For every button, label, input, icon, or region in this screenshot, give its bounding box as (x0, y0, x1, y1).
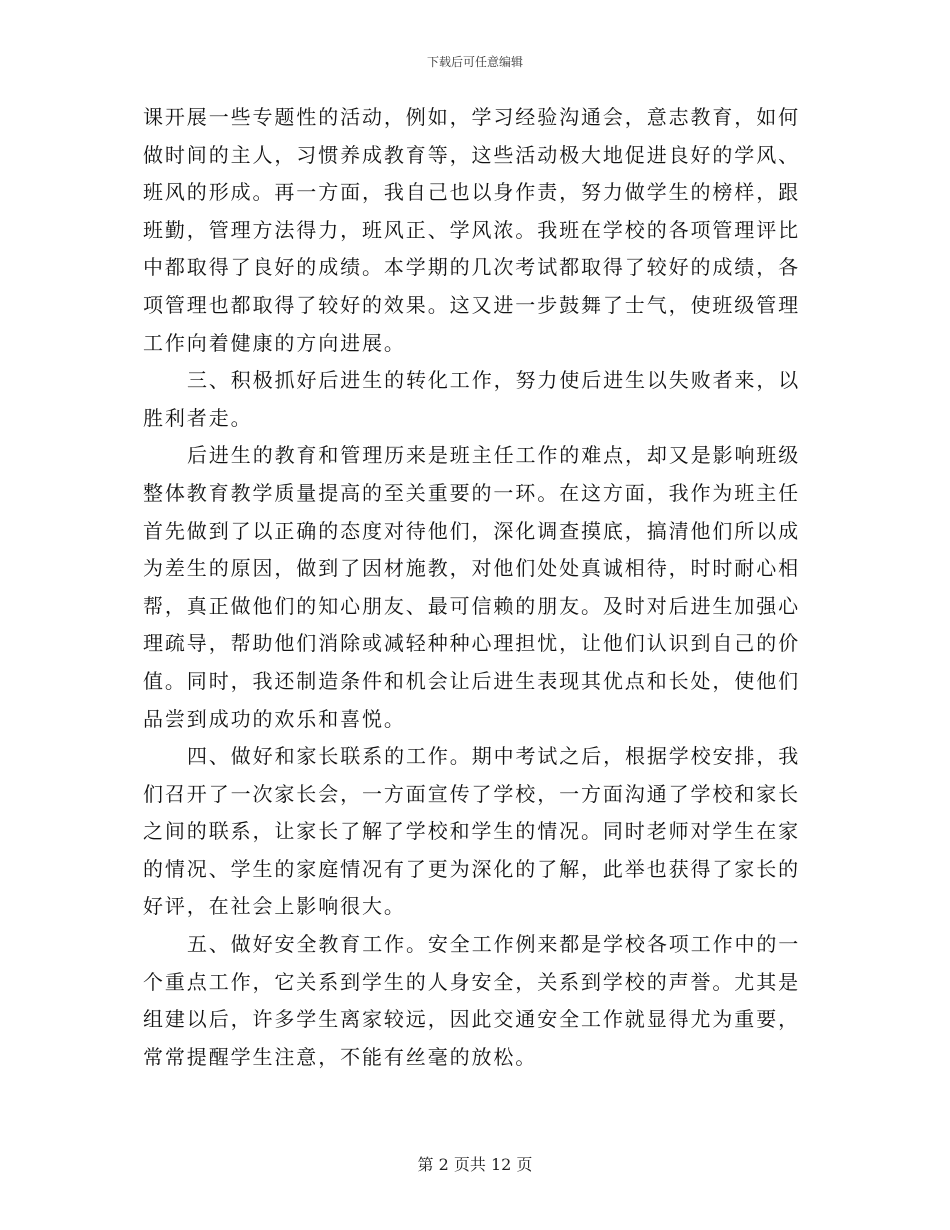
text-line: 的情况、学生的家庭情况有了更为深化的了解，此举也获得了家长的 (143, 856, 800, 881)
text-line: 首先做到了以正确的态度对待他们，深化调查摸底，搞清他们所以成 (143, 518, 800, 543)
text-line: 们召开了一次家长会，一方面宣传了学校，一方面沟通了学校和家长 (143, 781, 800, 806)
text-line: 整体教育教学质量提高的至关重要的一环。在这方面，我作为班主任 (143, 480, 800, 505)
section-heading-line: 四、做好和家长联系的工作。期中考试之后，根据学校安排，我 (187, 744, 801, 769)
text-line: 中都取得了良好的成绩。本学期的几次考试都取得了较好的成绩，各 (143, 255, 800, 280)
text-line: 做时间的主人，习惯养成教育等，这些活动极大地促进良好的学风、 (143, 142, 800, 167)
text-line: 工作向着健康的方向进展。 (143, 330, 406, 355)
text-line: 值。同时，我还制造条件和机会让后进生表现其优点和长处，使他们 (143, 668, 800, 693)
text-line: 常常提醒学生注意，不能有丝毫的放松。 (143, 1044, 538, 1069)
section-heading-line: 三、积极抓好后进生的转化工作，努力使后进生以失败者来，以 (187, 368, 801, 393)
text-line: 个重点工作，它关系到学生的人身安全，关系到学校的声誉。尤其是 (143, 969, 800, 994)
page-number-footer: 第 2 页共 12 页 (417, 1155, 533, 1174)
text-line: 之间的联系，让家长了解了学校和学生的情况。同时老师对学生在家 (143, 819, 800, 844)
section-heading-line: 五、做好安全教育工作。安全工作例来都是学校各项工作中的一 (187, 932, 801, 957)
text-line: 项管理也都取得了较好的效果。这又进一步鼓舞了士气，使班级管理 (143, 292, 800, 317)
text-line: 胜利者走。 (143, 405, 253, 430)
text-line: 好评，在社会上影响很大。 (143, 894, 406, 919)
page-header: 下载后可任意编辑 (426, 55, 523, 69)
text-line: 课开展一些专题性的活动，例如，学习经验沟通会，意志教育，如何 (143, 105, 800, 129)
text-line: 班风的形成。再一方面，我自己也以身作责，努力做学生的榜样，跟 (143, 180, 800, 205)
text-line: 帮，真正做他们的知心朋友、最可信赖的朋友。及时对后进生加强心 (143, 593, 800, 618)
document-body (143, 99, 805, 1076)
text-line: 组建以后，许多学生离家较远，因此交通安全工作就显得尤为重要， (143, 1007, 800, 1032)
text-line: 为差生的原因，做到了因材施教，对他们处处真诚相待，时时耐心相 (143, 556, 800, 581)
text-line: 品尝到成功的欢乐和喜悦。 (143, 706, 406, 731)
paragraph-start-line: 后进生的教育和管理历来是班主任工作的难点，却又是影响班级 (187, 443, 801, 468)
text-line: 理疏导，帮助他们消除或减轻种种心理担忧，让他们认识到自己的价 (143, 631, 800, 656)
text-line: 班勤，管理方法得力，班风正、学风浓。我班在学校的各项管理评比 (143, 217, 800, 242)
